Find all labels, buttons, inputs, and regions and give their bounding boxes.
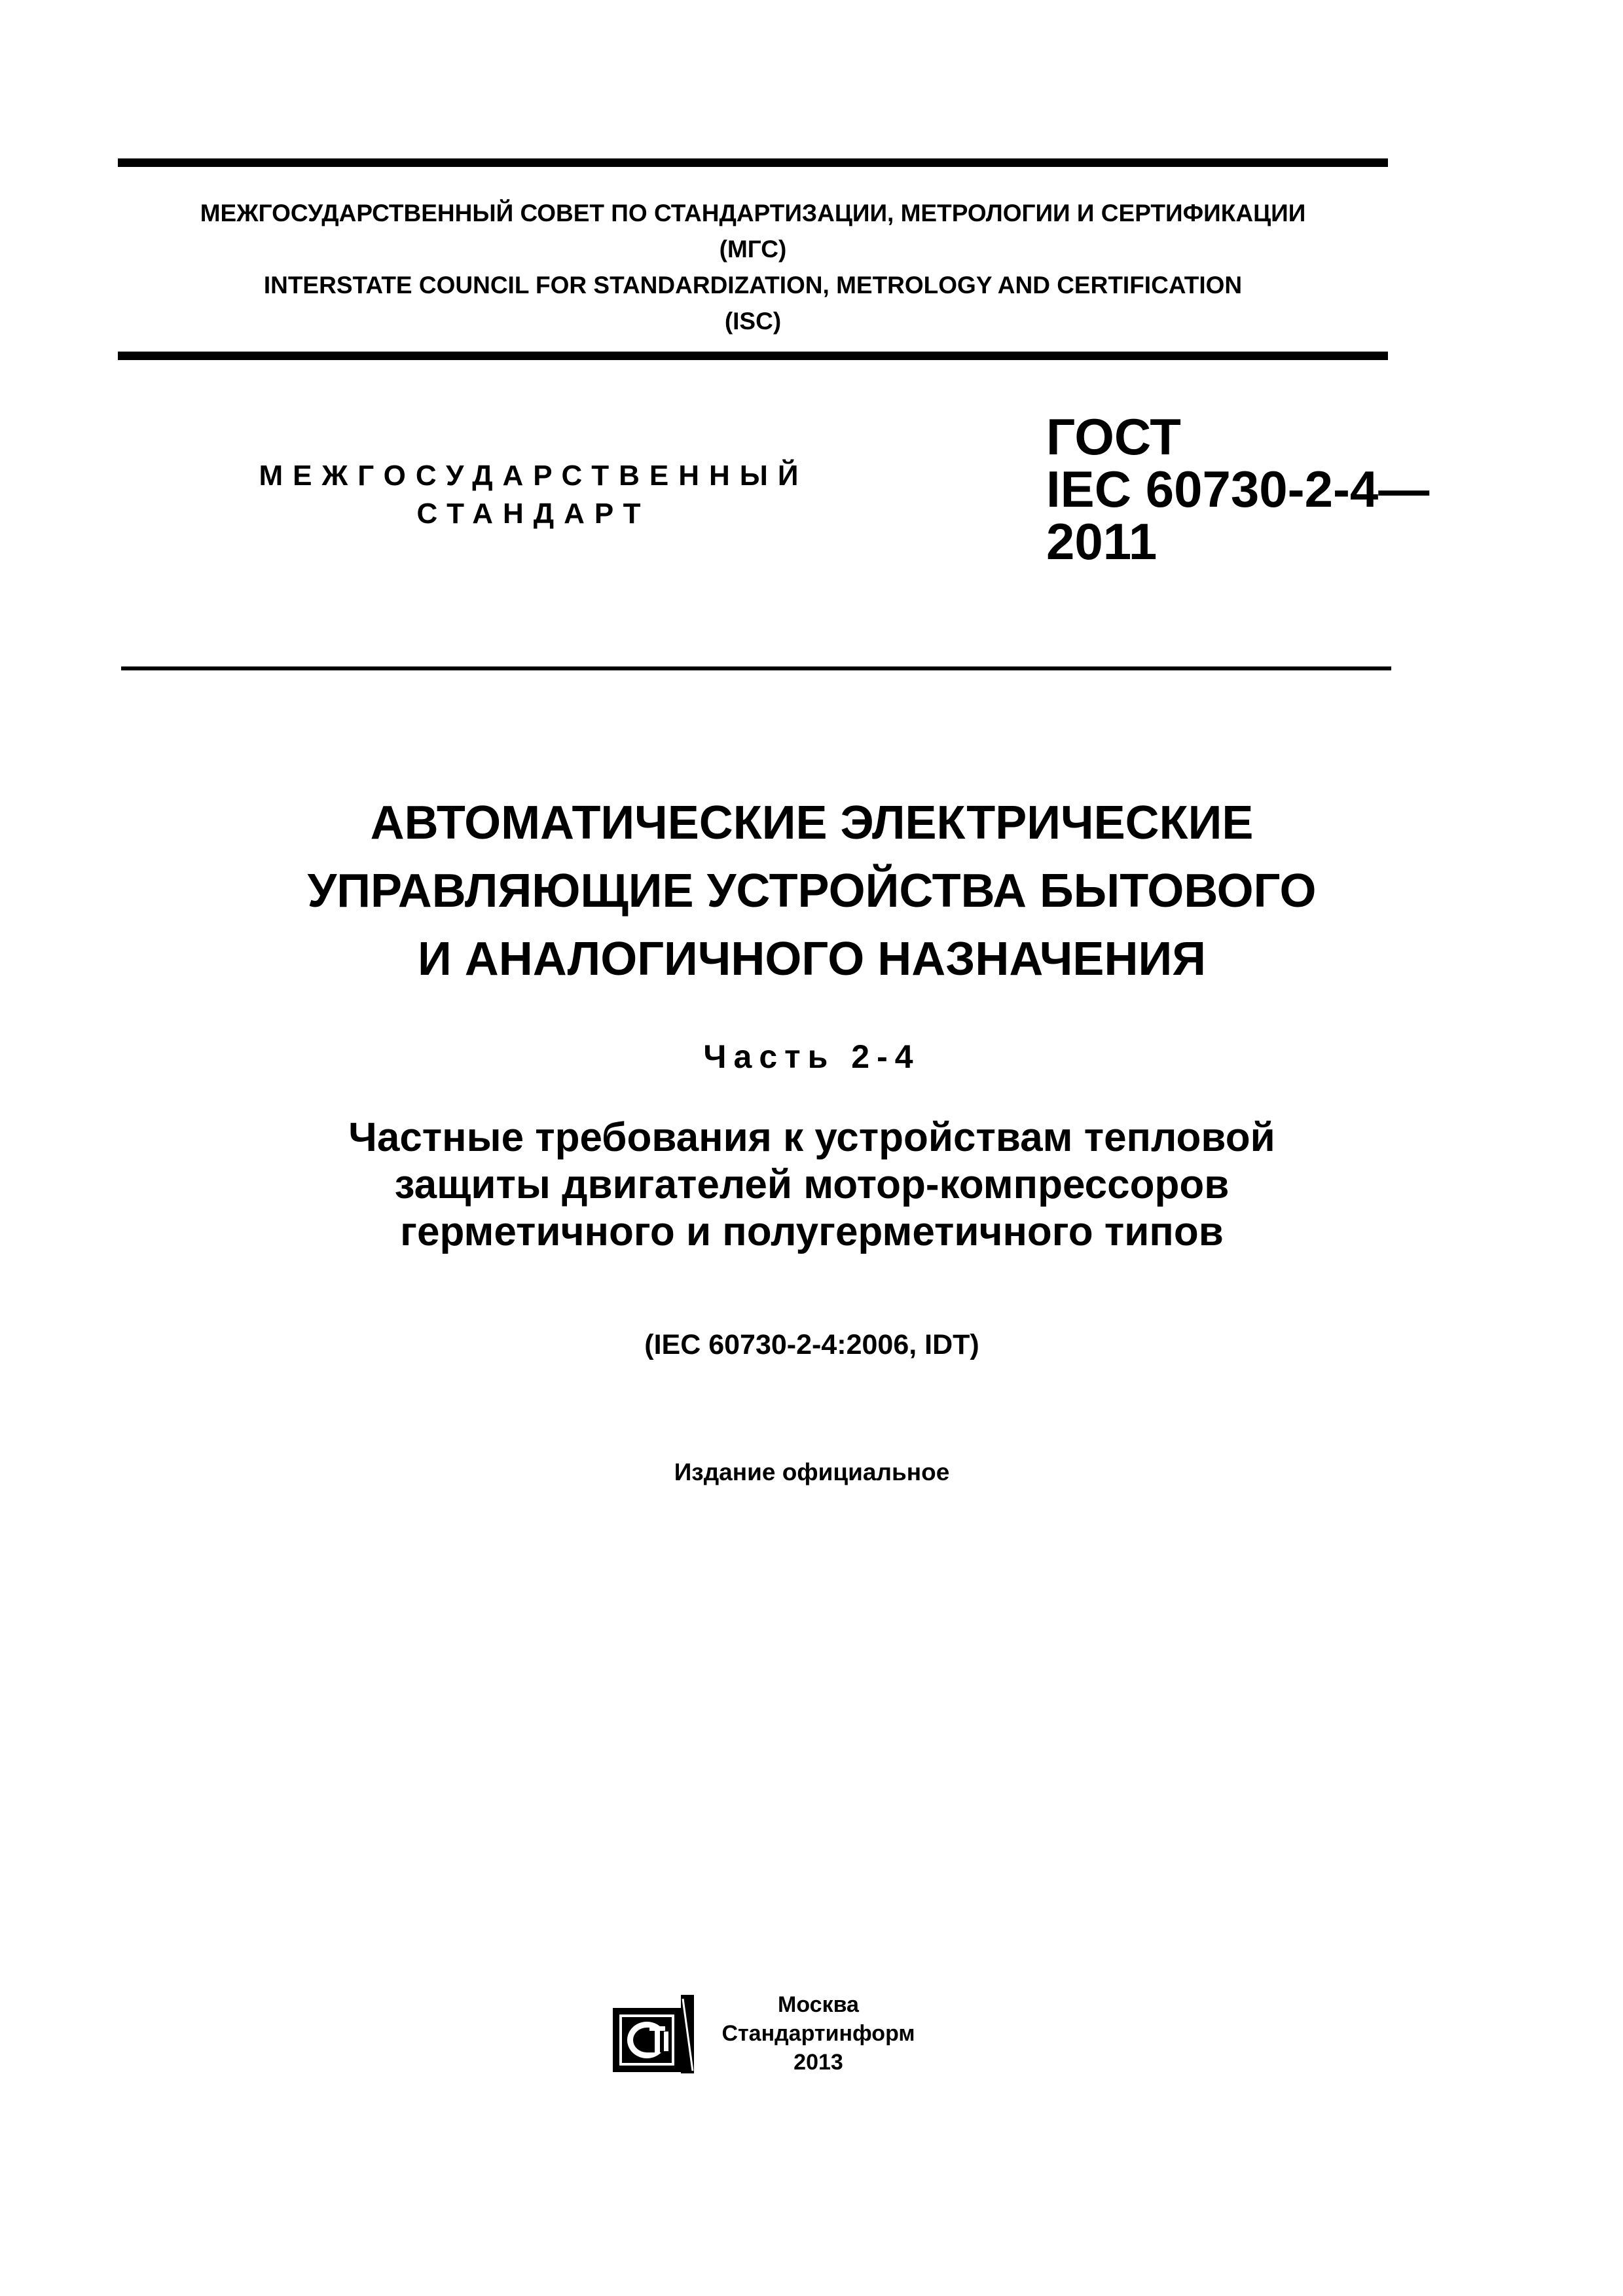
part-number: Часть 2-4 [703,1038,921,1075]
publisher-name: Стандартинформ [721,2021,915,2046]
iec-reference: (IEC 60730-2-4:2006, IDT) [644,1329,979,1360]
second-rule [118,352,1388,360]
subtitle [118,1114,1506,1256]
gost-year: 2011 [1046,513,1158,570]
standartinform-logo-icon [608,1994,699,2075]
gost-designation [1046,410,1429,568]
title-line2: УПРАВЛЯЮЩИЕ УСТРОЙСТВА БЫТОВОГО [307,865,1317,917]
standard-label-line2: СТАНДАРТ [416,498,651,530]
council-name-en: INTERSTATE COUNCIL FOR STANDARDIZATION, METROLOGY AND CERTIFICATION [263,272,1243,299]
main-title [118,789,1506,993]
council-abbr-en: (ISC) [724,308,782,335]
publisher-block [720,1990,917,2077]
publisher-year: 2013 [793,2050,843,2075]
title-line1: АВТОМАТИЧЕСКИЕ ЭЛЕКТРИЧЕСКИЕ [370,797,1254,849]
edition-note: Издание официальное [674,1459,950,1485]
gost-number: IEC 60730-2-4— [1046,460,1430,518]
council-name-ru: МЕЖГОСУДАРСТВЕННЫЙ СОВЕТ ПО СТАНДАРТИЗАЦИИ, МЕТРОЛОГИИ И СЕРТИФИКАЦИИ [200,200,1306,227]
title-line3: И АНАЛОГИЧНОГО НАЗНАЧЕНИЯ [418,933,1206,985]
standard-label [196,457,871,533]
subtitle-line1: Частные требования к устройствам тепловой [348,1115,1275,1160]
standard-label-line1: МЕЖГОСУДАРСТВЕННЫЙ [259,460,809,492]
top-rule [118,158,1388,167]
council-abbr-ru: (МГС) [719,236,787,263]
subtitle-line3: герметичного и полугерметичного типов [400,1209,1224,1254]
subtitle-line2: защиты двигателей мотор-компрессоров [394,1162,1230,1207]
gost-prefix: ГОСТ [1046,408,1181,465]
header-divider [121,666,1391,670]
council-block [118,195,1388,339]
publisher-city: Москва [778,1992,859,2017]
